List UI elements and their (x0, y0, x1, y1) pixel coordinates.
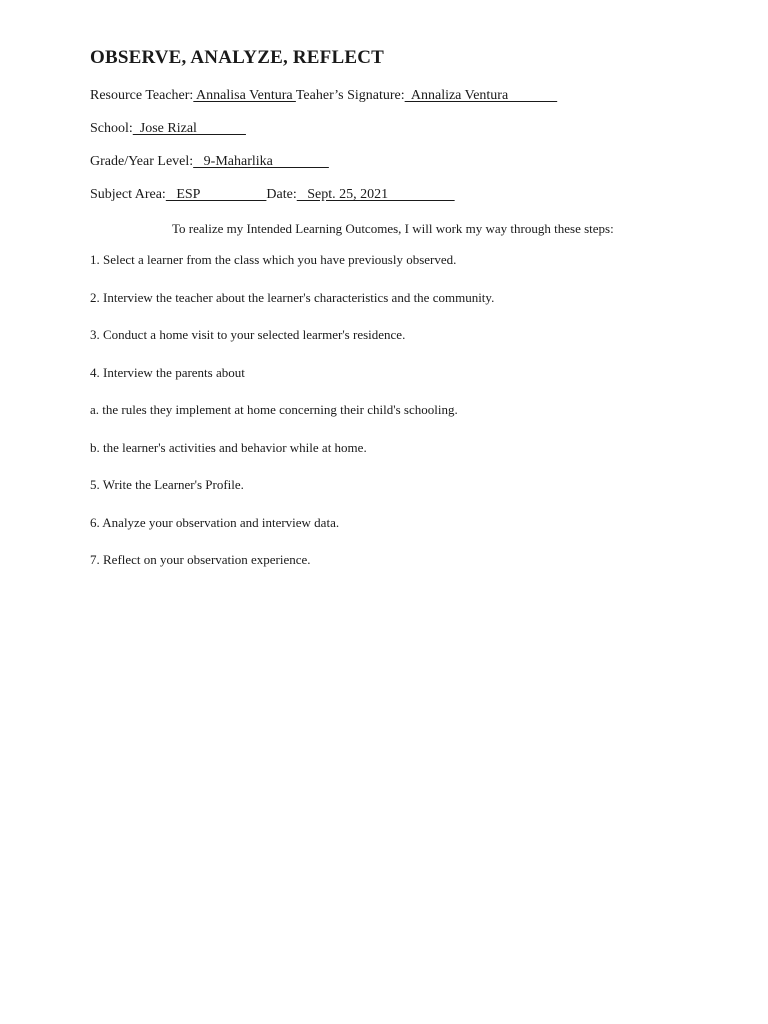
step-item: a. the rules they implement at home concerning their child's schooling. (90, 402, 458, 417)
resource-teacher-label: Resource Teacher: (90, 88, 194, 103)
resource-teacher-line (90, 88, 557, 104)
subject-value: ESP (165, 187, 267, 202)
step-item: 4. Interview the parents about (90, 364, 245, 380)
step-item: 1. Select a learner from the class which you have previously observed. (90, 252, 457, 267)
school-line (90, 121, 246, 137)
subject-label: Subject Area: (90, 187, 166, 202)
step-item: 7. Reflect on your observation experience. (90, 552, 311, 567)
steps-list (90, 252, 494, 590)
date-label: Date: (266, 187, 297, 202)
grade-value: 9-Maharlika (193, 154, 329, 169)
date-value: Sept. 25, 2021 (296, 187, 455, 202)
school-value: Jose Rizal (132, 121, 246, 136)
step-item: 3. Conduct a home visit to your selected learmer's residence. (90, 327, 406, 342)
signature-label: Teaher’s Signature: (295, 88, 405, 103)
grade-label: Grade/Year Level: (90, 154, 194, 169)
school-label: School: (90, 121, 133, 136)
resource-teacher-value: Annalisa Ventura (193, 88, 296, 103)
step-item: 6. Analyze your observation and interview data. (90, 514, 340, 530)
intro-text: To realize my Intended Learning Outcomes, I will work my way through these steps: (172, 221, 614, 236)
step-item: b. the learner's activities and behavior while at home. (90, 439, 367, 455)
subject-date-line (90, 187, 455, 203)
signature-value: Annaliza Ventura (404, 88, 558, 103)
step-item: 5. Write the Learner's Profile. (90, 477, 244, 492)
grade-line (90, 154, 329, 170)
document-title: OBSERVE, ANALYZE, REFLECT (90, 47, 384, 68)
step-item: 2. Interview the teacher about the learner's characteristics and the community. (90, 289, 495, 305)
